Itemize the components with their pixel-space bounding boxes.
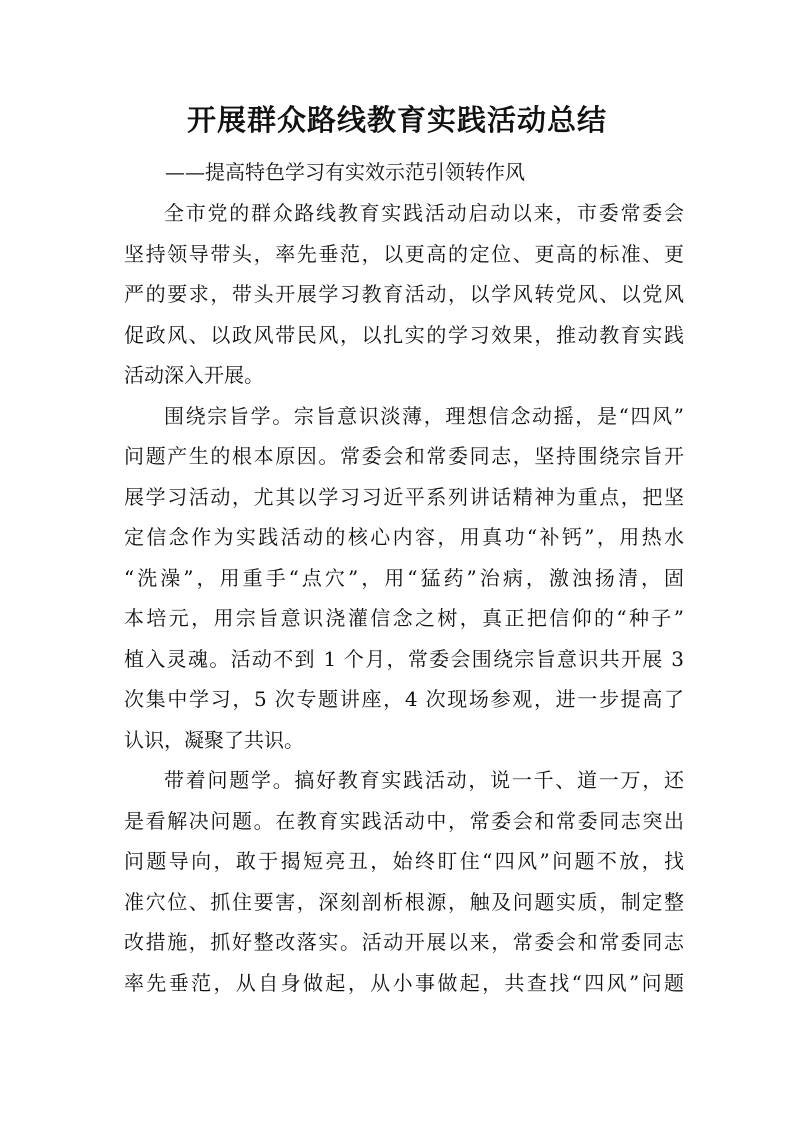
paragraph-2-line: 定信念作为实践活动的核心内容，用真功“补钙”，用热水 [124, 525, 684, 549]
document-title: 开展群众路线教育实践活动总结 [186, 103, 607, 137]
paragraph-3-line: 率先垂范，从自身做起，从小事做起，共查找“四风”问题 [124, 970, 684, 995]
paragraph-2-line: 次集中学习，5 次专题讲座，4 次现场参观，进一步提高了 [124, 687, 684, 711]
paragraph-1-line: 促政风、以政风带民风，以扎实的学习效果，推动教育实践 [124, 322, 684, 347]
paragraph-1-line: 严的要求，带头开展学习教育活动，以学风转党风、以党风 [124, 282, 684, 306]
paragraph-3-line: 带着问题学。搞好教育实践活动，说一千、道一万，还 [164, 768, 684, 792]
paragraph-2-line: 问题产生的根本原因。常委会和常委同志，坚持围绕宗旨开 [124, 444, 684, 468]
paragraph-3-line: 改措施，抓好整改落实。活动开展以来，常委会和常委同志 [124, 930, 684, 954]
paragraph-3-line: 问题导向，敢于揭短亮丑，始终盯住“四风”问题不放，找 [124, 849, 684, 873]
paragraph-1-line: 活动深入开展。 [124, 363, 264, 387]
paragraph-1-line: 坚持领导带头，率先垂范，以更高的定位、更高的标准、更 [124, 241, 684, 266]
document-subtitle: ——提高特色学习有实效示范引领转作风 [165, 160, 525, 184]
paragraph-2-line: 围绕宗旨学。宗旨意识淡薄，理想信念动摇，是“四风” [164, 403, 684, 428]
paragraph-2-line: 展学习活动，尤其以学习习近平系列讲话精神为重点，把坚 [124, 484, 684, 509]
document-body [124, 193, 684, 1003]
paragraph-1-line: 全市党的群众路线教育实践活动启动以来，市委常委会 [164, 201, 684, 225]
paragraph-2-line: 认识，凝聚了共识。 [124, 727, 304, 752]
paragraph-2-line: 本培元，用宗旨意识浇灌信念之树，真正把信仰的“种子” [124, 606, 684, 630]
paragraph-3-line: 是看解决问题。在教育实践活动中，常委会和常委同志突出 [124, 808, 684, 833]
paragraph-3-line: 准穴位、抓住要害，深刻剖析根源，触及问题实质，制定整 [124, 889, 684, 914]
paragraph-2-line: “洗澡”，用重手“点穴”，用“猛药”治病，激浊扬清，固 [124, 565, 684, 590]
paragraph-2-line: 植入灵魂。活动不到 1 个月，常委会围绕宗旨意识共开展 3 [124, 646, 684, 671]
